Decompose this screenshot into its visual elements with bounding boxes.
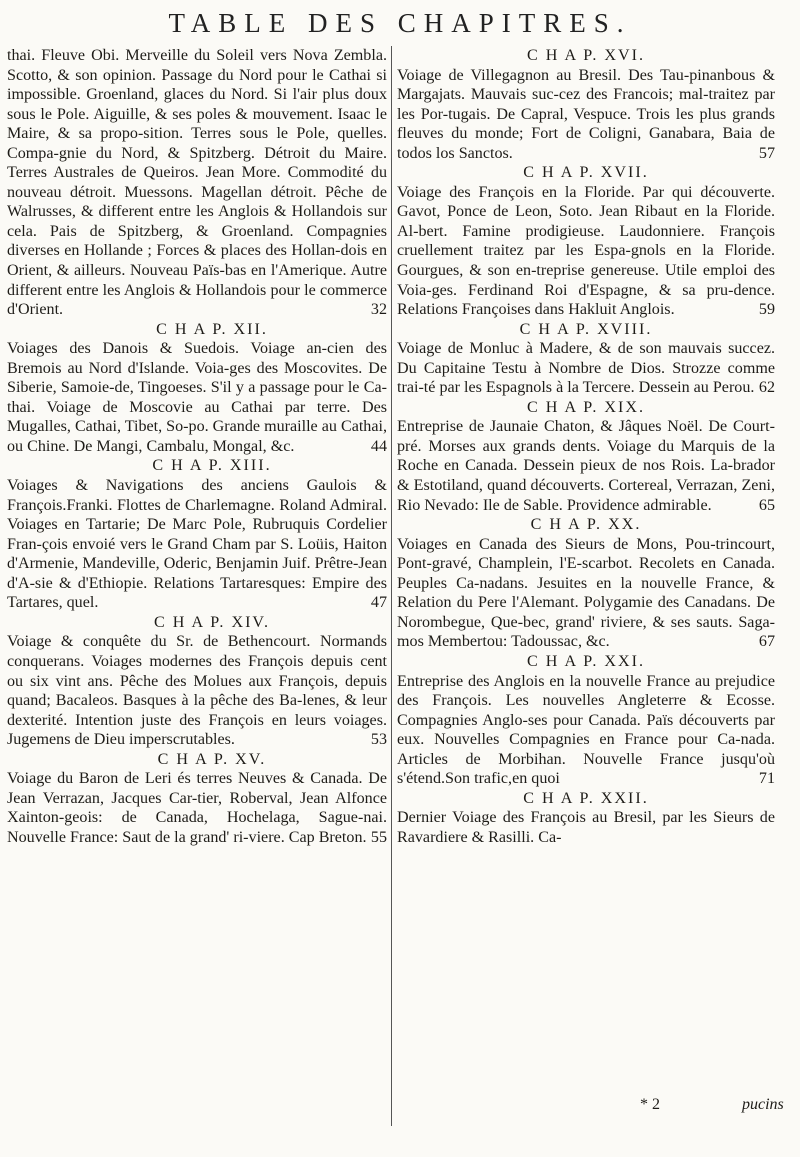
page-number: 32: [370, 301, 387, 319]
page-number: 62: [758, 379, 775, 397]
chapter-heading: C H A P. XII.: [156, 320, 268, 338]
chapter-heading: C H A P. XIII.: [152, 457, 272, 475]
chapter-heading: C H A P. XVII.: [523, 164, 649, 182]
right-column: [397, 46, 775, 847]
summary-text: Voiages en Canada des Sieurs de Mons, Pou-trincourt, Pont-gravé, Champlein, l'E-scarbot. Recolets en Canada. Peuples Ca-nadans. Jesuites en la nouvelle France, & Relation du Pere l'Alemant. Polygamie des Canadans. De Norombegue, Que-bec, grand' riviere, & ses sauts. Saga-mos Membertou: Tadoussac, &c.: [397, 535, 775, 651]
chapter-heading: C H A P. XV.: [157, 750, 267, 768]
chapter-summary: [397, 66, 775, 164]
running-head: TABLE DES CHAPITRES.: [168, 8, 632, 38]
page-number: 65: [758, 496, 775, 514]
summary-text: Voiage du Baron de Leri és terres Neuves & Canada. De Jean Verrazan, Jacques Car-tier, Roberval, Jean Alfonce Xainton-geois: de Canada, Hochelaga, Sague-nai. Nouvelle France: Saut de la grand' ri-viere. Cap Breton.: [7, 770, 387, 846]
chapter-summary: [397, 672, 775, 789]
page-number: 71: [758, 770, 775, 788]
page-number: 55: [370, 828, 387, 846]
summary-text: Voiages & Navigations des anciens Gaulois & François.Franki. Flottes de Charlemagne. Roland Admiral. Voiages en Tartarie; De Marc Pole, Rubruquis Cordelier Fran-çois envoié vers le Grand Cham par S. Loüis, Haiton d'Armenie, Mandeville, Oderic, Benjamin Juif. Prêtre-Jean d'A-sie & d'Ethiopie. Relations Tartaresques: Empire des Tartares, quel.: [7, 477, 387, 612]
catchword: pucins: [742, 1096, 784, 1113]
chapter-summary: [397, 417, 775, 515]
summary-text: Voiage & conquête du Sr. de Bethencourt. Normands conquerans. Voiages modernes des François depuis cent ou six vint ans. Pêche des Molues aux François, depuis quand; Bacaleos. Basques à la pêche des Ba-lenes, & leur dexterité. Intention juste des François en leurs voiages. Jugemens de Dieu imperscrutables.: [7, 633, 387, 749]
summary-text: Entreprise de Jaunaie Chaton, & Jâques Noël. De Court-pré. Morses aux grands dents. Voiage du Marquis de la Roche en Canada. Dessein pieux de nos Rois. La-brador & Estotiland, quand découverts. Cortereal, Verrazan, Zeni, Rio Nevado: Ile de Sable. Providence admirable.: [397, 418, 775, 514]
page-number: 53: [370, 731, 387, 749]
chapter-summary: [397, 183, 775, 320]
chapter-heading: C H A P. XVI.: [526, 47, 646, 64]
summary-text: Dernier Voiage des François au Bresil, par les Sieurs de Ravardiere & Rasilli. Ca-: [397, 809, 775, 846]
chapter-heading: C H A P. XXI.: [526, 652, 646, 670]
chapter-summary: [7, 46, 387, 320]
chapter-summary: [7, 632, 387, 749]
page-number: 57: [758, 144, 775, 162]
chapter-heading: C H A P. XIX.: [526, 398, 646, 416]
summary-text: Voiages des Danois & Suedois. Voiage an-cien des Bremois au Nord d'Islande. Voia-ges des Moscovites. De Siberie, Samoie-de, Tingoeses. S'il y a passage pour le Ca-thai. Voiage de Moscovie au Cathai par terre. Des Mugalles, Cathai, Tibet, So-po. Grande muraille au Cathai, ou Chine. De Mangi, Cambalu, Mongal, &c.: [7, 340, 387, 455]
chapter-heading: C H A P. XX.: [530, 516, 642, 534]
chapter-summary: [7, 769, 387, 847]
page-number: 59: [758, 301, 775, 319]
chapter-summary: [397, 535, 775, 652]
column-rule: [391, 46, 392, 1126]
summary-text: Entreprise des Anglois en la nouvelle France au prejudice des François. Les nouvelles Angleterre & Ecosse. Compagnies Anglo-ses pour Canada. Païs découverts par eux. Nouvelles Compagnies en France pour Ca-nada. Articles de Morbihan. Nouvelle France jusqu'où s'étend.Son trafic,en quoi: [397, 672, 775, 788]
page-number: 67: [758, 633, 775, 651]
chapter-heading: C H A P. XIV.: [153, 613, 271, 631]
chapter-heading: C H A P. XVIII.: [519, 320, 653, 338]
page-number: 47: [370, 594, 387, 612]
summary-text: Voiage de Monluc à Madere, & de son mauvais succez. Du Capitaine Testu à Nombre de Dios. Strozze comme trai-té par les Espagnols à la Tercere. Dessein au Perou.: [397, 340, 775, 397]
chapter-summary: [397, 808, 775, 847]
signature-mark: * 2: [640, 1096, 660, 1113]
chapter-summary: [7, 476, 387, 613]
left-column: [7, 46, 387, 847]
page-number: 44: [370, 437, 387, 455]
summary-text: thai. Fleuve Obi. Merveille du Soleil vers Nova Zembla. Scotto, & son opinion. Passage du Nord pour le Cathai si impossible. Groenland, glaces du Nord. Si l'air plus doux sous le Pole. Aiguille, & ses poles & mouvement. Isaac le Maire, & sa propo-sition. Terres sous le Pole, quelles. Compa-gnie du Nord, & Spitzberg. Détroit du Maire. Terres Australes de Queiros. Jean More. Commodité du nouveau détroit. Muessons. Magellan détroit. Pêche de Walrusses, & different entre les Anglois & Hollandois sur cela. Pais de Spitzberg, & Groenland. Compagnies diverses en Hollande ; Forces & places des Hollan-dois en Orient, & ailleurs. Nouveau Païs-bas en l'Amerique. Autre different entre les Anglois & Hollandois pour le commerce d'Orient.: [7, 47, 387, 319]
chapter-summary: [397, 339, 775, 398]
chapter-heading: C H A P. XXII.: [523, 789, 649, 807]
chapter-summary: [7, 339, 387, 456]
summary-text: Voiage des François en la Floride. Par qui découverte. Gavot, Ponce de Leon, Soto. Jean Ribaut en la Floride. Al-bert. Famine prodigieuse. Laudonniere. François cruellement traitez par les Espa-gnols en la Floride. Gourgues, & son en-treprise genereuse. Utile emploi des Voia-ges. Ferdinand Roi d'Espagne, & sa pru-dence. Relations Françoises dans Hakluit Anglois.: [397, 183, 775, 319]
summary-text: Voiage de Villegagnon au Bresil. Des Tau-pinanbous & Margajats. Mauvais suc-cez des Francois; mal-traitez par les Por-tugais. De Capral, Vespuce. Trois les plus grands fleuves du monde; Fort de Coligni, Ganabara, Baia de todos los Sanctos.: [397, 66, 775, 162]
